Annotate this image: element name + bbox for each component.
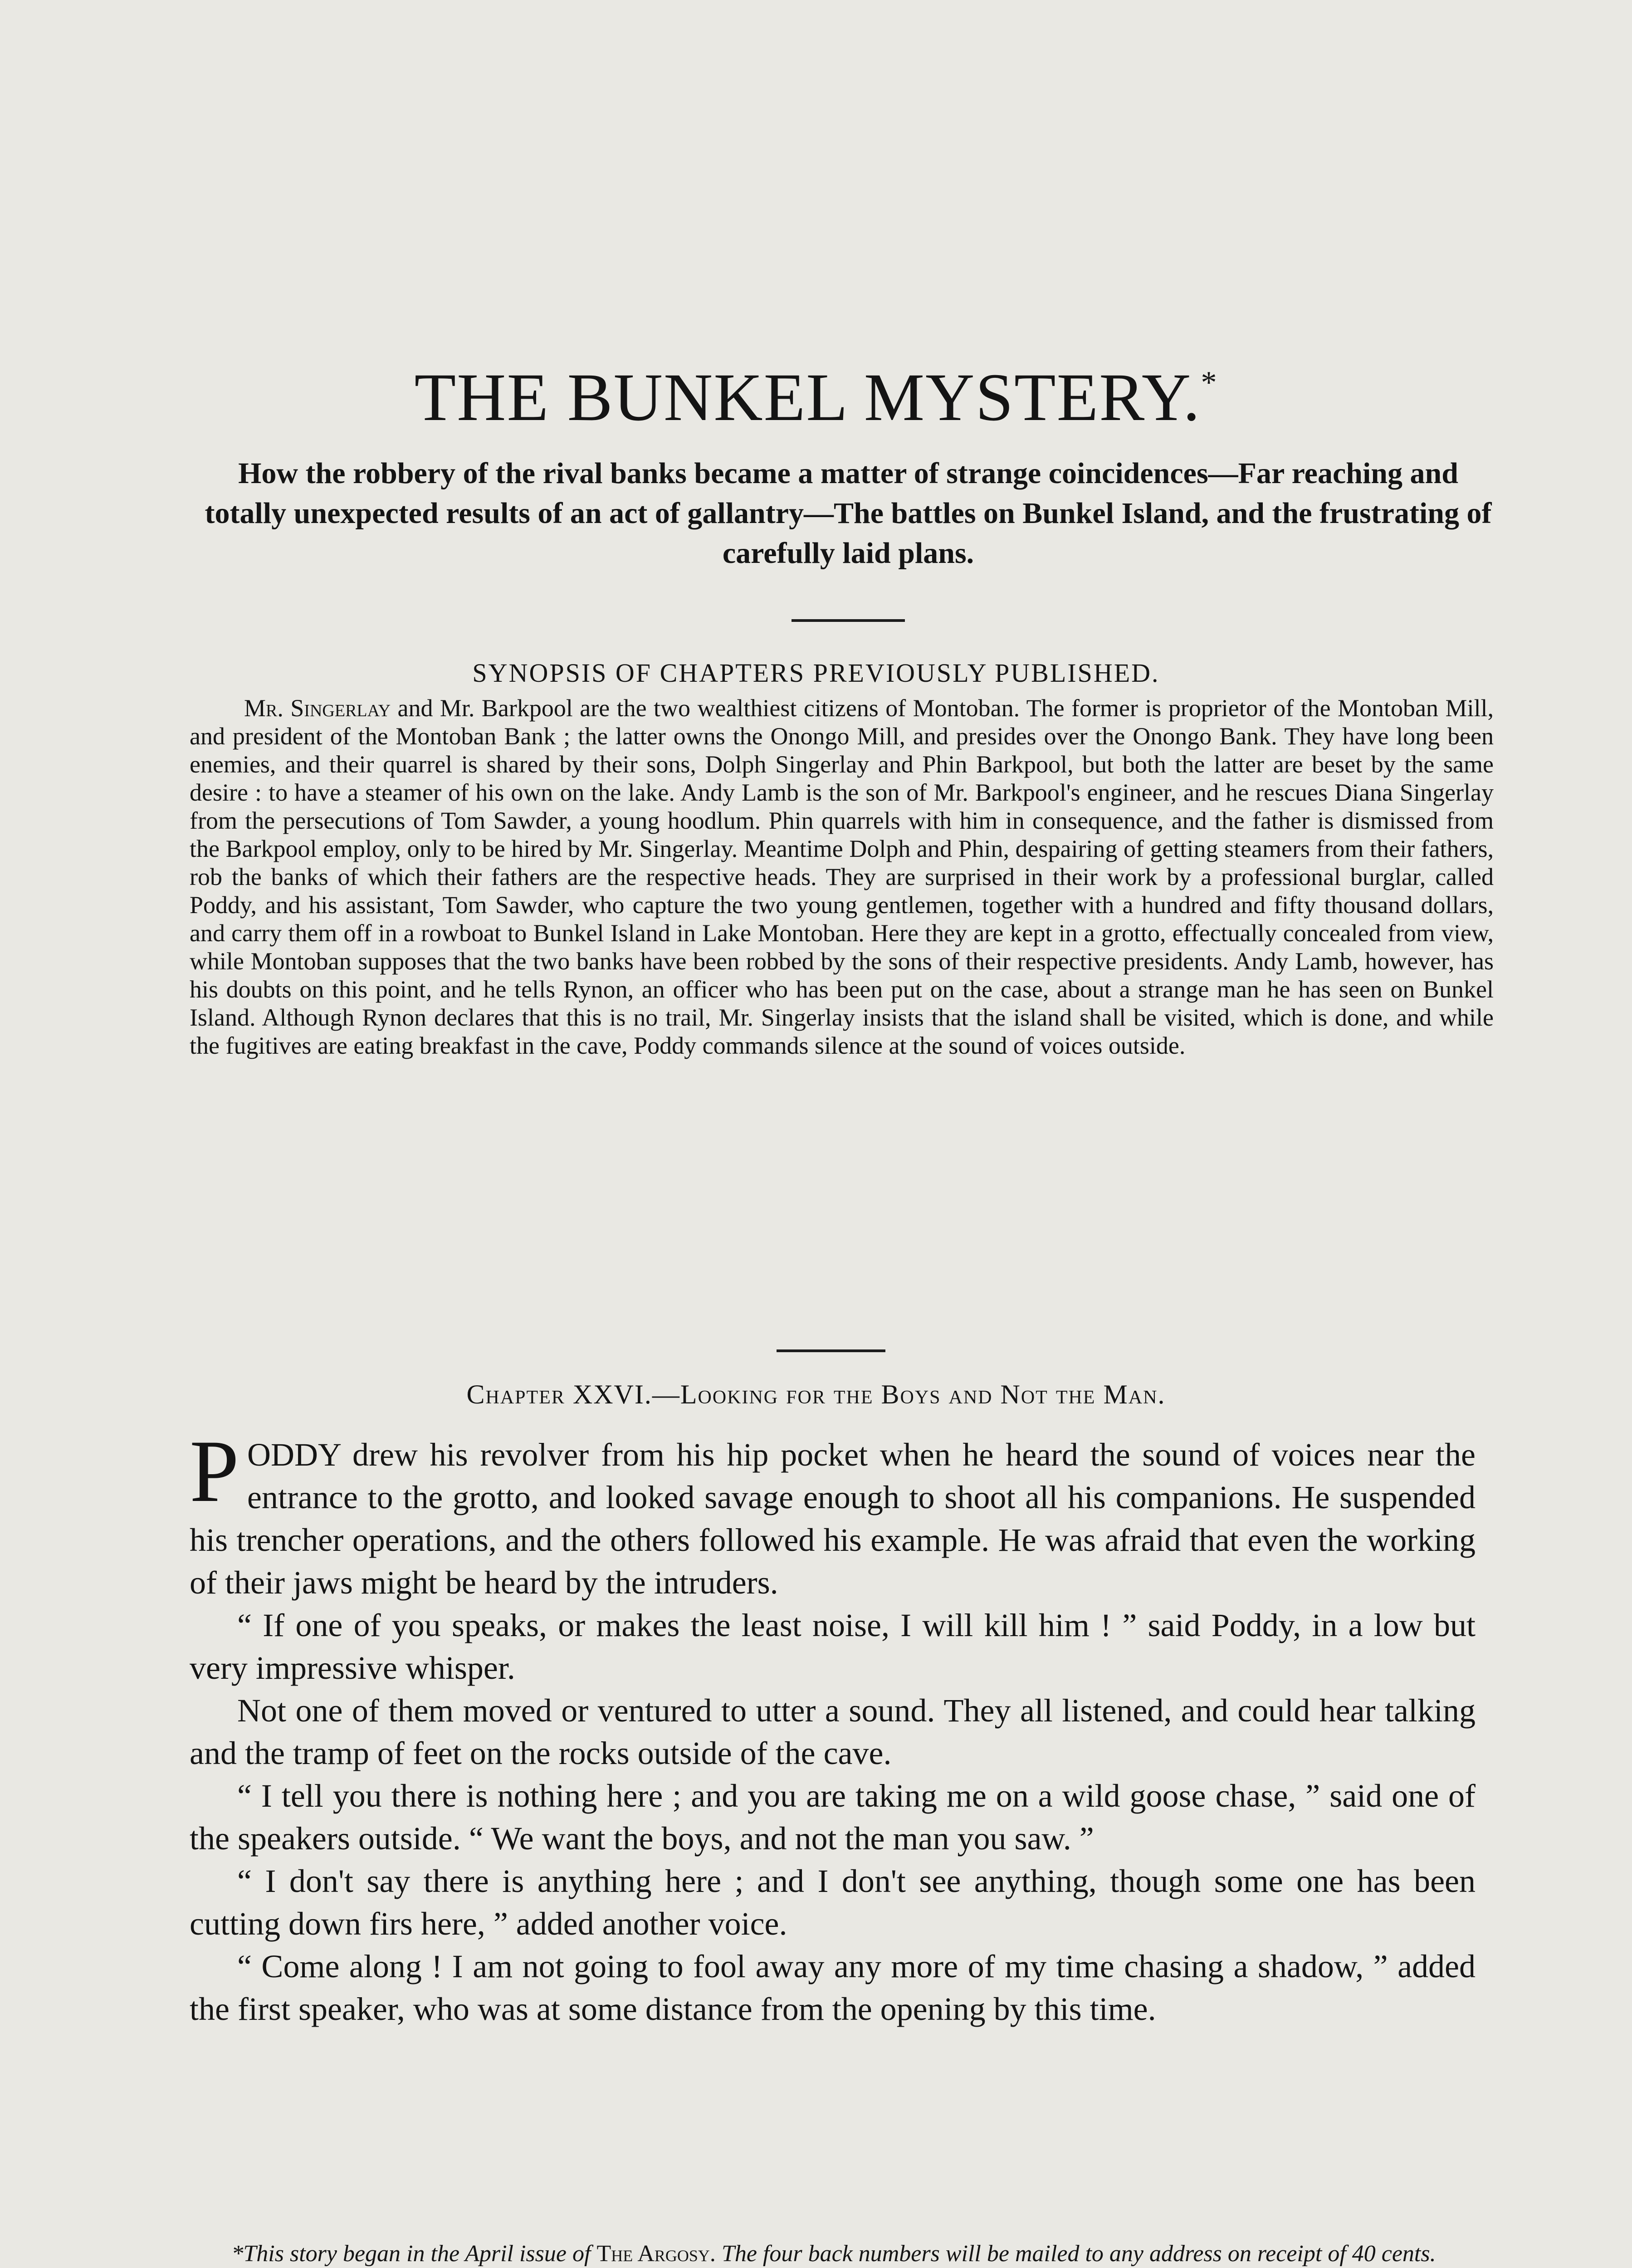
drop-cap: P: [190, 1422, 239, 1520]
paragraph-6: “ Come along ! I am not going to fool away any more of my time chasing a shadow, ” added the first speaker, who was at some distance from the opening by this time.: [190, 1948, 1476, 2027]
synopsis-text: and Mr. Barkpool are the two wealthiest citizens of Montoban. The former is proprietor of the Montoban Mill, and president of the Montoban Bank ; the latter owns the Onongo Mill, and presides over the Onongo Bank. They have long been enemies, and their quarrel is shared by their sons, Dolph Singerlay and Phin Barkpool, but both the latter are beset by the same desire : to have a steamer of his own on the lake. Andy Lamb is the son of Mr. Barkpool's engineer, and he rescues Diana Singerlay from the persecutions of Tom Sawder, a young hoodlum. Phin quarrels with him in consequence, and the father is dismissed from the Barkpool employ, only to be hired by Mr. Singerlay. Meantime Dolph and Phin, despairing of getting steamers from their fathers, rob the banks of which their fathers are the respective heads. They are surprised in their work by a professional burglar, called Poddy, and his assistant, Tom Sawder, who capture the two young gentlemen, together with a hundred and fifty thousand dollars, and carry them off in a rowboat to Bunkel Island in Lake Montoban. Here they are kept in a grotto, effectually concealed from view, while Montoban supposes that the two banks have been robbed by the sons of their respective presidents. Andy Lamb, however, has his doubts on this point, and he tells Rynon, an officer who has been put on the case, about a strange man he has seen on Bunkel Island. Although Rynon declares that this is no trail, Mr. Singerlay insists that the island shall be visited, which is done, and while the fugitives are eating breakfast in the cave, Poddy commands silence at the sound of voices outside.: [190, 694, 1494, 1059]
paragraph-4: “ I tell you there is nothing here ; and you are taking me on a wild goose chase, ” said one of the speakers outside. “ We want the boys, and not the man you saw. ”: [190, 1778, 1476, 1857]
story-subtitle: How the robbery of the rival banks became a matter of strange coincidences—Far reaching and totally unexpected results of an act of gallantry—The battles on Bunkel Island, and the frustrating of carefully laid plans.: [205, 457, 1492, 570]
paragraph-1: [190, 1422, 1476, 1604]
footnote-text-start: *This story began in the April issue of: [231, 2241, 597, 2267]
paragraph-1-text: ODDY drew his revolver from his hip pocket when he heard the sound of voices near the entrance to the grotto, and looked savage enough to shoot all his companions. He suspended his trencher operations, and the others followed his example. He was afraid that even the working of their jaws might be heard by the intruders.: [190, 1437, 1476, 1601]
synopsis-lead: Mr. Singerlay: [244, 694, 391, 722]
synopsis-heading: SYNOPSIS OF CHAPTERS PREVIOUSLY PUBLISHED.: [472, 658, 1160, 688]
paragraph-2: “ If one of you speaks, or makes the least noise, I will kill him ! ” said Poddy, in a low but very impressive whisper.: [190, 1607, 1476, 1686]
footnote: [190, 2239, 1478, 2268]
story-title: [0, 358, 1632, 436]
paragraph-3: Not one of them moved or ventured to utter a sound. They all listened, and could hear talking and the tramp of feet on the rocks outside of the cave.: [190, 1692, 1476, 1771]
title-footnote-mark: *: [1201, 365, 1218, 400]
chapter-body: [190, 1422, 1476, 2030]
story-title-text: THE BUNKEL MYSTERY.: [414, 360, 1201, 435]
synopsis-paragraph: [190, 694, 1494, 1060]
chapter-heading: Chapter XXVI.—Looking for the Boys and Not the Man.: [466, 1379, 1166, 1409]
divider-rule-middle: [777, 1349, 885, 1352]
footnote-magazine-name: The Argosy.: [596, 2241, 716, 2267]
footnote-text-end: The four back numbers will be mailed to any address on receipt of 40 cents.: [715, 2241, 1436, 2267]
divider-rule-top: [792, 619, 905, 622]
paragraph-5: “ I don't say there is anything here ; and I don't see anything, though some one has been cutting down firs here, ” added another voice.: [190, 1863, 1476, 1942]
